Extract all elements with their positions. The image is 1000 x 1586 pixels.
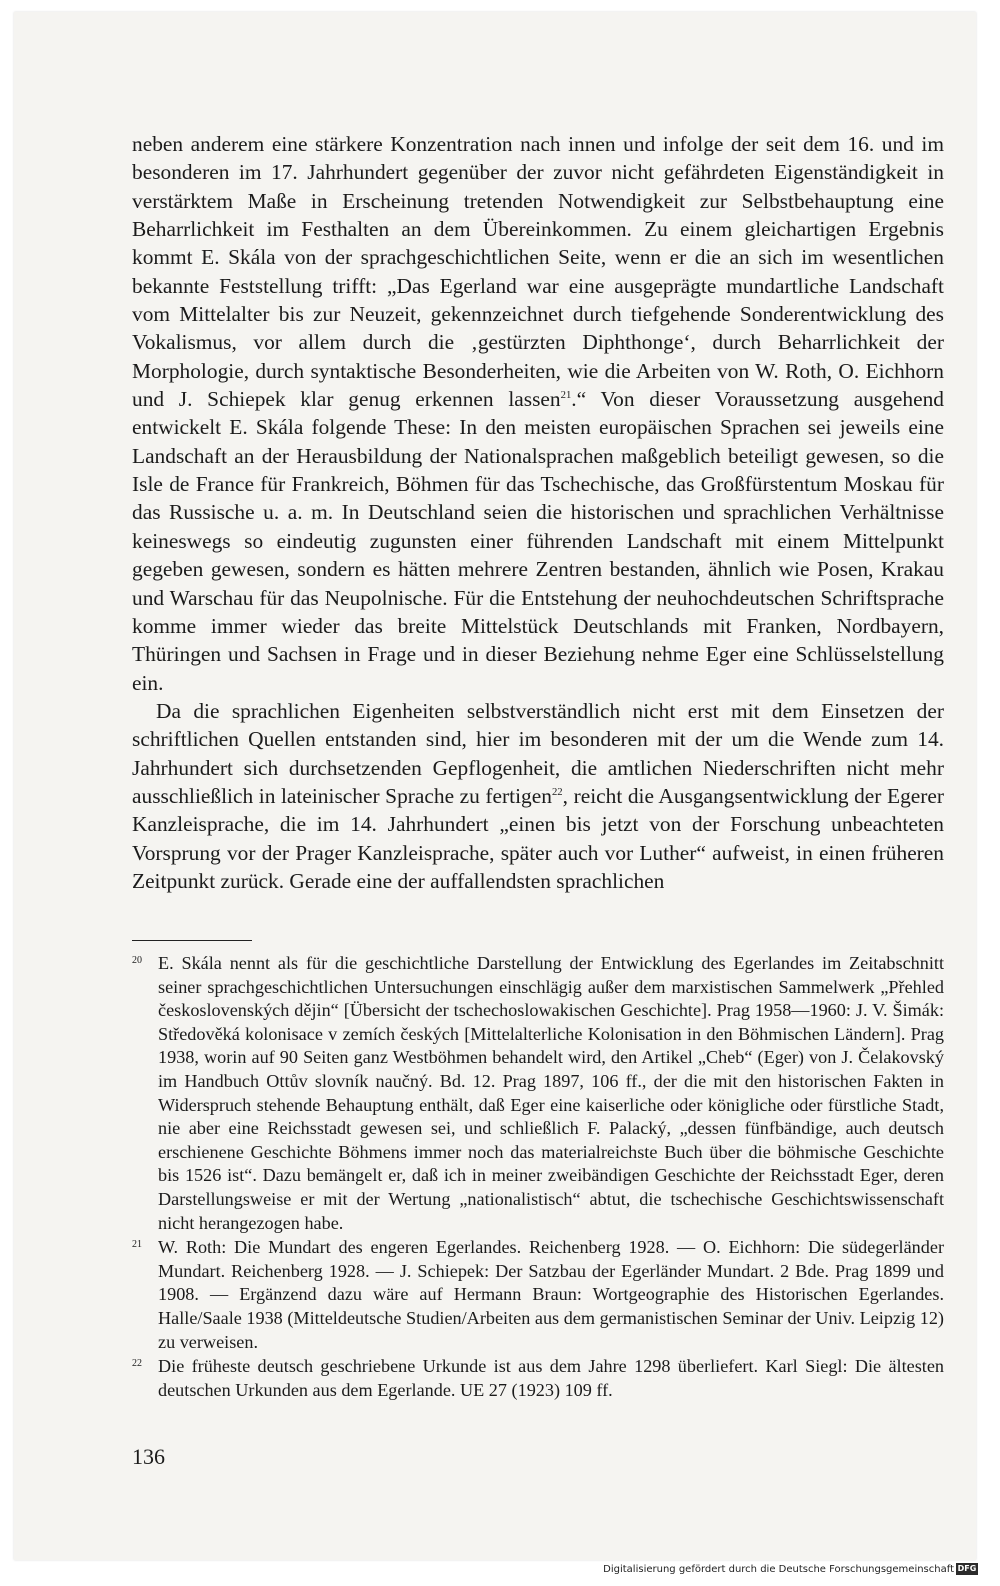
page-number: 136	[132, 1444, 165, 1469]
footnote-22	[132, 1355, 944, 1402]
footnote-number: 20	[132, 955, 142, 966]
paragraph-1-text-cont: .“ Von dieser Voraussetzung ausgehend entwickelt E. Skála folgende These: In den meisten europäischen Sprachen sei jeweils eine Landschaft an der Herausbildung der Nationalsprachen maßgeblich beteiligt gewesen, so die Isle de France für Frankreich, Böhmen für das Tschechische, das Großfürstentum Moskau für das Russische u. a. m. In Deutschland seien die historischen und sprachlichen Verhältnisse keineswegs so eindeutig zugunsten einer führenden Landschaft mit einem Mittelpunkt gegeben gewesen, sondern es hätten mehrere Zentren bestanden, ähnlich wie Posen, Krakau und Warschau für das Neupolnische. Für die Entstehung der neuhochdeutschen Schriftsprache komme immer wieder das breite Mittelstück Deutschlands mit Franken, Nordbayern, Thüringen und Sachsen in Frage und in dieser Beziehung nehme Eger eine Schlüsselstellung ein.	[132, 387, 944, 695]
paragraph-2-text: Da die sprachlichen Eigenheiten selbstverständlich nicht erst mit dem Einsetzen der schriftlichen Quellen entstanden sind, hier im besonderen mit der um die Wende zum 14. Jahrhundert sich durchsetzenden Gepflogenheit, die amtlichen Niederschriften nicht mehr ausschließlich in lateinischer Sprache zu fertigen	[132, 698, 944, 808]
footnote-number: 22	[132, 1358, 142, 1370]
footnotes	[132, 952, 944, 1403]
body-text	[132, 130, 944, 895]
footnote-20	[132, 952, 944, 1235]
footnote-text: W. Roth: Die Mundart des engeren Egerlandes. Reichenberg 1928. — O. Eichhorn: Die südegerländer Mundart. Reichenberg 1928. — J. Schiepek: Der Satzbau der Egerländer Mundart. 2 Bde. Prag 1899 und 1908. — Ergänzend dazu wäre auf Hermann Braun: Wortgeographie des Historischen Egerlandes. Halle/Saale 1938 (Mitteldeutsche Studien/Arbeiten aus dem germanistischen Seminar der Univ. Leipzig 12) zu verweisen.	[158, 1237, 944, 1352]
paragraph-2-text-cont: , reicht die Ausgangsentwicklung der Egerer Kanzleisprache, die im 14. Jahrhundert „einen bis jetzt von der Forschung unbeachteten Vorsprung vor der Prager Kanzleisprache, später auch vor Luther“ aufweist, in einen früheren Zeitpunkt zurück. Gerade eine der auffallendsten sprachlichen	[132, 783, 944, 893]
footnote-ref-21[interactable]: 21	[560, 388, 572, 401]
footnote-text: E. Skála nennt als für die geschichtliche Darstellung der Entwicklung des Egerlandes im Zeitabschnitt seiner sprachgeschichtlichen Untersuchungen einschlägig außer dem marxistischen Sammelwerk „Přehled československých dějin“ [Übersicht der tschechoslowakischen Geschichte]. Prag 1958—1960: J. V. Šimák: Středověká kolonisace v zemích českých [Mittelalterliche Kolonisation in den Böhmischen Ländern]. Prag 1938, worin auf 90 Seiten ganz Westböhmen behandelt wird, den Artikel „Cheb“ (Eger) von J. Čelakovský im Handbuch Ottův slovník naučný. Bd. 12. Prag 1897, 106 ff., der die mit den historischen Fakten in Widerspruch stehende Behauptung enthält, daß Eger eine kaiserliche oder königliche oder fürstliche Stadt, nie aber eine Reichsstadt gewesen sei, und schließlich F. Palacký, „dessen fünfbändige, auch deutsch erschienene Geschichte Böhmens immer noch das materialreichste Buch über die böhmische Geschichte bis 1526 ist“. Dazu bemängelt er, daß ich in meiner zweibändigen Geschichte der Reichsstadt Eger, deren Darstellungsweise er mit der Wertung „nationalistisch“ abtut, die tschechische Geschichtswissenschaft nicht herangezogen habe.	[158, 953, 944, 1233]
footnote-21	[132, 1236, 944, 1354]
body-paragraph-1	[132, 130, 944, 697]
body-paragraph-2	[132, 697, 944, 895]
paragraph-1-text: neben anderem eine stärkere Konzentration nach innen und infolge der seit dem 16. und im besonderen im 17. Jahrhundert gegenüber der zuvor nicht gefährdeten Eigenständigkeit in verstärktem Maße in Erscheinung tretenden Notwendigkeit zur Selbstbehauptung eine Beharrlichkeit im Festhalten an dem Übereinkommen. Zu einem gleichartigen Ergebnis kommt E. Skála von der sprachgeschichtlichen Seite, wenn er die an sich im wesentlichen bekannte Feststellung trifft: „Das Egerland war eine ausgeprägte mundartliche Landschaft vom Mittelalter bis zur Neuzeit, gekennzeichnet durch tiefgehende Sonderentwicklung des Vokalismus, vor allem durch die ‚gestürzten Diphthonge‘, durch Beharrlichkeit der Morphologie, durch syntaktische Besonderheiten, wie die Arbeiten von W. Roth, O. Eichhorn und J. Schiepek klar genug erkennen lassen	[132, 132, 944, 412]
footnote-number: 21	[132, 1239, 142, 1251]
footnote-text: Die früheste deutsch geschriebene Urkunde ist aus dem Jahre 1298 überliefert. Karl Siegl: Die ältesten deutschen Urkunden aus dem Egerlande. UE 27 (1923) 109 ff.	[158, 1356, 944, 1400]
footnote-ref-22[interactable]: 22	[551, 785, 563, 798]
page-sheet	[14, 12, 976, 1560]
digitization-credit: Digitalisierung gefördert durch die Deutsche Forschungsgemeinschaft	[603, 1564, 954, 1575]
footnote-divider	[132, 940, 252, 941]
dfg-logo-icon: DFG	[957, 1564, 977, 1573]
